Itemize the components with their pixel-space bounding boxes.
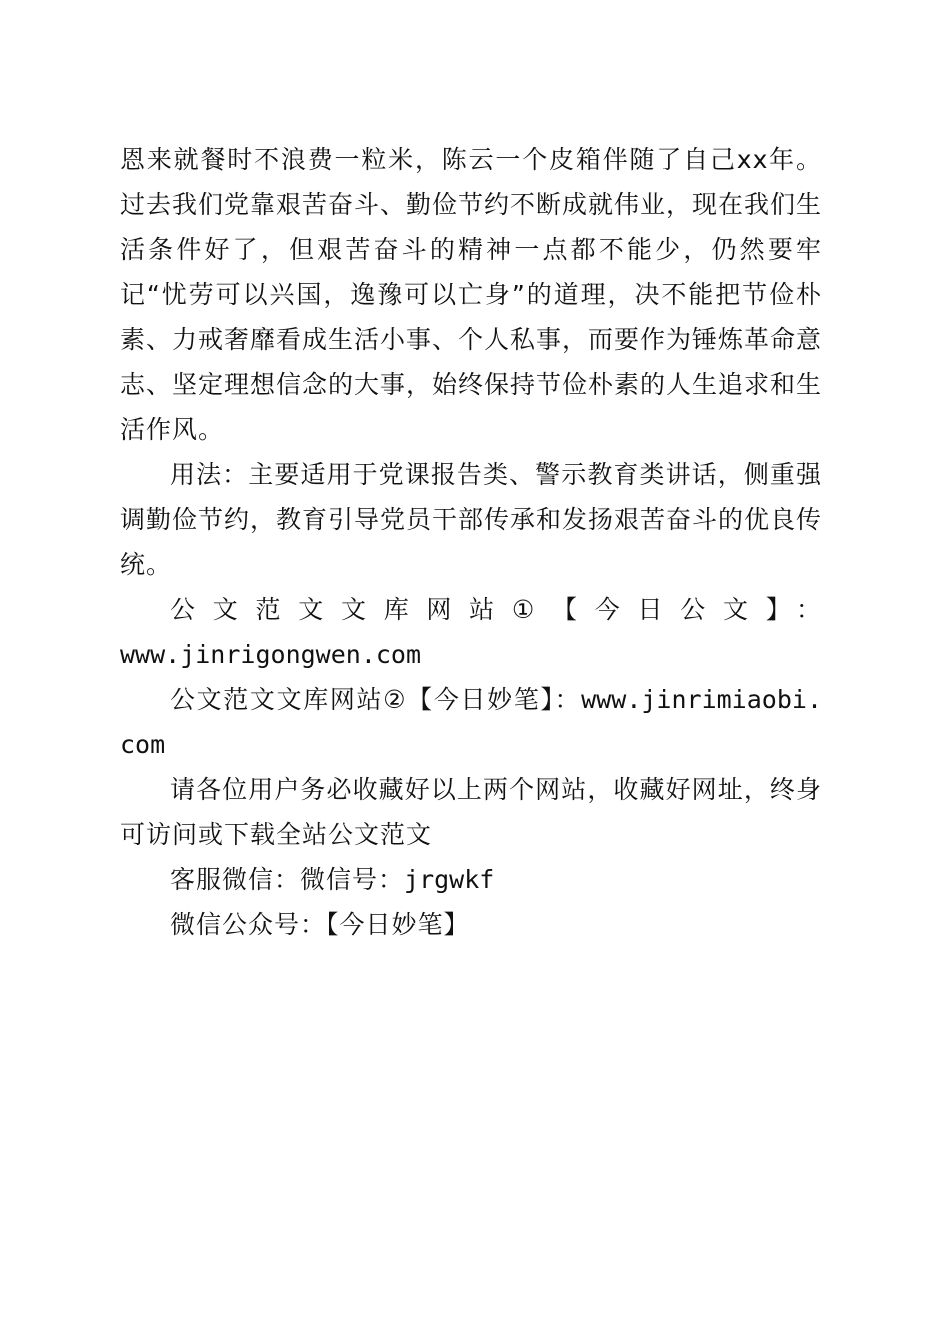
service-wechat-id: jrgwkf (404, 865, 495, 894)
official-account-line: 微信公众号：【今日妙笔】 (170, 910, 470, 939)
service-label: 客服微信：微信号： (170, 865, 405, 894)
site-2-label: 公文范文文库网站②【今日妙笔】： (170, 685, 582, 714)
site-1-label: 公文范文文库网站①【今日公文】： (170, 595, 822, 624)
bookmark-notice: 请各位用户务必收藏好以上两个网站，收藏好网址，终身可访问或下载全站公文范文 (120, 775, 822, 849)
document-body (120, 137, 822, 947)
usage-paragraph: 用法：主要适用于党课报告类、警示教育类讲话，侧重强调勤俭节约，教育引导党员干部传承和发扬艰苦奋斗的优良传统。 (120, 460, 823, 579)
site-2-line (120, 677, 822, 767)
site-2-url: www.jinrimiaobi.com (120, 685, 822, 759)
service-line (120, 857, 822, 902)
paragraph-continuation: 恩来就餐时不浪费一粒米，陈云一个皮箱伴随了自己xx年。过去我们党靠艰苦奋斗、勤俭节约不断成就伟业，现在我们生活条件好了，但艰苦奋斗的精神一点都不能少，仍然要牢记“忧劳可以兴国，逸豫可以亡身”的道理，决不能把节俭朴素、力戒奢靡看成生活小事、个人私事，而要作为锤炼革命意志、坚定理想信念的大事，始终保持节俭朴素的人生追求和生活作风。 (120, 145, 823, 444)
site-1-url: www.jinrigongwen.com (120, 640, 422, 669)
